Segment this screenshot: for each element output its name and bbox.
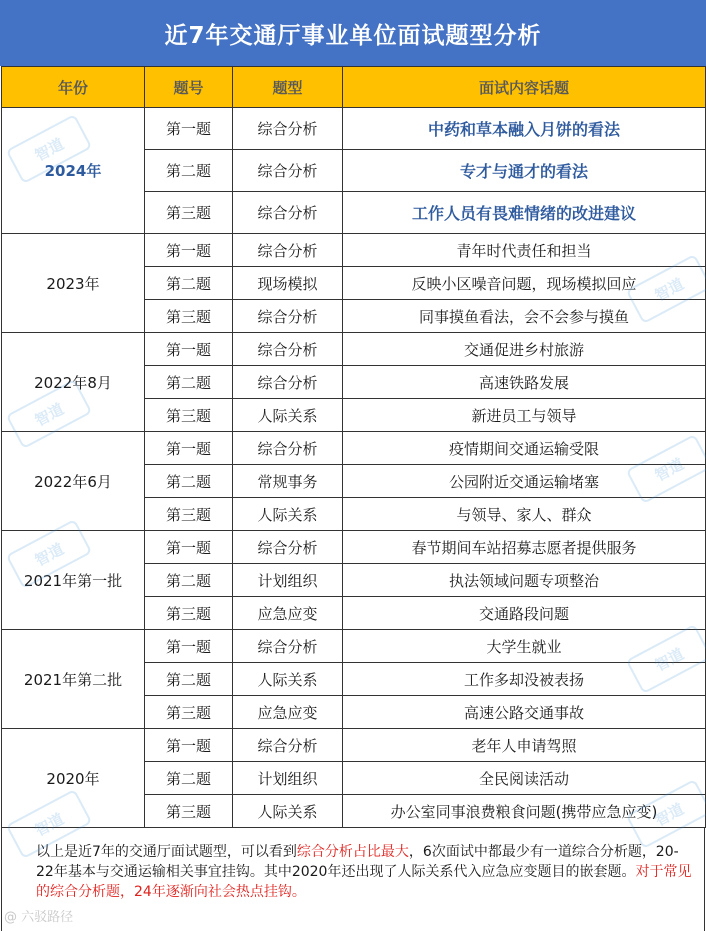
- table-row: [2, 729, 706, 762]
- page-title: 近7年交通厅事业单位面试题型分析: [0, 0, 706, 66]
- table-row: [2, 108, 706, 150]
- question-type: 常规事务: [233, 465, 343, 498]
- question-topic: 专才与通才的看法: [343, 150, 706, 192]
- question-type: 综合分析: [233, 531, 343, 564]
- question-type: 综合分析: [233, 366, 343, 399]
- question-topic: 反映小区噪音问题，现场模拟回应: [343, 267, 706, 300]
- watermark-logo: 智道: [626, 434, 706, 504]
- question-topic: 全民阅读活动: [343, 762, 706, 795]
- summary-conclusion: 对于常见的综合分析题，24年逐渐向社会热点挂钩。: [36, 864, 692, 900]
- question-type: 计划组织: [233, 564, 343, 597]
- question-topic: 与领导、家人、群众: [343, 498, 706, 531]
- table-header-row: [2, 67, 706, 108]
- table-row: [2, 432, 706, 465]
- table-row: [2, 531, 706, 564]
- question-type: 应急应变: [233, 597, 343, 630]
- watermark-logo: 智道: [6, 519, 93, 589]
- question-type: 综合分析: [233, 192, 343, 234]
- question-number: 第三题: [145, 597, 233, 630]
- watermark-logo: 智道: [6, 789, 93, 859]
- summary-paragraph: [16, 842, 694, 902]
- question-number: 第一题: [145, 630, 233, 663]
- summary-note: [1, 828, 705, 931]
- question-topic: 老年人申请驾照: [343, 729, 706, 762]
- question-number: 第三题: [145, 498, 233, 531]
- watermark-logo: 智道: [626, 254, 706, 324]
- question-number: 第一题: [145, 531, 233, 564]
- header-number: 题号: [145, 67, 233, 108]
- interview-table: [1, 66, 706, 828]
- question-topic: 办公室同事浪费粮食问题(携带应急应变): [343, 795, 706, 828]
- question-topic: 高速公路交通事故: [343, 696, 706, 729]
- watermark-logo: 智道: [6, 379, 93, 449]
- year-cell: 2021年第二批: [2, 630, 145, 729]
- question-number: 第一题: [145, 108, 233, 150]
- question-topic: 新进员工与领导: [343, 399, 706, 432]
- question-topic: 春节期间车站招募志愿者提供服务: [343, 531, 706, 564]
- question-number: 第三题: [145, 300, 233, 333]
- question-number: 第二题: [145, 366, 233, 399]
- question-number: 第三题: [145, 399, 233, 432]
- year-cell: 2020年: [2, 729, 145, 828]
- question-type: 综合分析: [233, 234, 343, 267]
- question-type: 综合分析: [233, 729, 343, 762]
- question-number: 第二题: [145, 267, 233, 300]
- header-year: 年份: [2, 67, 145, 108]
- question-number: 第三题: [145, 192, 233, 234]
- question-type: 综合分析: [233, 432, 343, 465]
- question-type: 人际关系: [233, 795, 343, 828]
- question-type: 综合分析: [233, 108, 343, 150]
- year-cell: 2021年第一批: [2, 531, 145, 630]
- question-number: 第二题: [145, 762, 233, 795]
- year-cell: 2023年: [2, 234, 145, 333]
- watermark-logo: 智道: [626, 779, 706, 849]
- question-number: 第二题: [145, 564, 233, 597]
- question-type: 综合分析: [233, 630, 343, 663]
- question-topic: 中药和草本融入月饼的看法: [343, 108, 706, 150]
- question-topic: 交通路段问题: [343, 597, 706, 630]
- year-cell: 2024年: [2, 108, 145, 234]
- question-topic: 执法领域问题专项整治: [343, 564, 706, 597]
- question-number: 第二题: [145, 150, 233, 192]
- question-number: 第二题: [145, 465, 233, 498]
- question-type: 综合分析: [233, 150, 343, 192]
- watermark-logo: 智道: [626, 624, 706, 694]
- question-topic: 工作多却没被表扬: [343, 663, 706, 696]
- question-number: 第一题: [145, 333, 233, 366]
- table-row: [2, 234, 706, 267]
- question-type: 人际关系: [233, 663, 343, 696]
- question-topic: 公园附近交通运输堵塞: [343, 465, 706, 498]
- header-type: 题型: [233, 67, 343, 108]
- year-cell: 2022年8月: [2, 333, 145, 432]
- question-type: 应急应变: [233, 696, 343, 729]
- question-number: 第三题: [145, 696, 233, 729]
- question-topic: 高速铁路发展: [343, 366, 706, 399]
- question-number: 第二题: [145, 663, 233, 696]
- question-type: 综合分析: [233, 300, 343, 333]
- question-number: 第一题: [145, 234, 233, 267]
- question-type: 人际关系: [233, 498, 343, 531]
- summary-text-rest: ，6次面试中都最少有一道综合分析题，20-22年基本与交通运输相关事宜挂钩。其中2020年还出现了人际关系代入应急应变题目的嵌套题。: [36, 844, 679, 880]
- question-topic: 疫情期间交通运输受限: [343, 432, 706, 465]
- watermark-signature: @ 六驳路径: [4, 910, 74, 925]
- question-number: 第一题: [145, 432, 233, 465]
- question-number: 第三题: [145, 795, 233, 828]
- question-topic: 工作人员有畏难情绪的改进建议: [343, 192, 706, 234]
- table-row: [2, 333, 706, 366]
- question-number: 第一题: [145, 729, 233, 762]
- question-topic: 大学生就业: [343, 630, 706, 663]
- header-topic: 面试内容话题: [343, 67, 706, 108]
- summary-highlight: 综合分析占比最大: [296, 844, 409, 860]
- question-type: 综合分析: [233, 333, 343, 366]
- year-cell: 2022年6月: [2, 432, 145, 531]
- question-topic: 同事摸鱼看法，会不会参与摸鱼: [343, 300, 706, 333]
- table-row: [2, 630, 706, 663]
- watermark-logo: 智道: [6, 114, 93, 184]
- question-type: 计划组织: [233, 762, 343, 795]
- question-type: 人际关系: [233, 399, 343, 432]
- question-topic: 交通促进乡村旅游: [343, 333, 706, 366]
- question-type: 现场模拟: [233, 267, 343, 300]
- summary-text: 以上是近7年的交通厅面试题型，可以看到: [36, 844, 297, 860]
- question-topic: 青年时代责任和担当: [343, 234, 706, 267]
